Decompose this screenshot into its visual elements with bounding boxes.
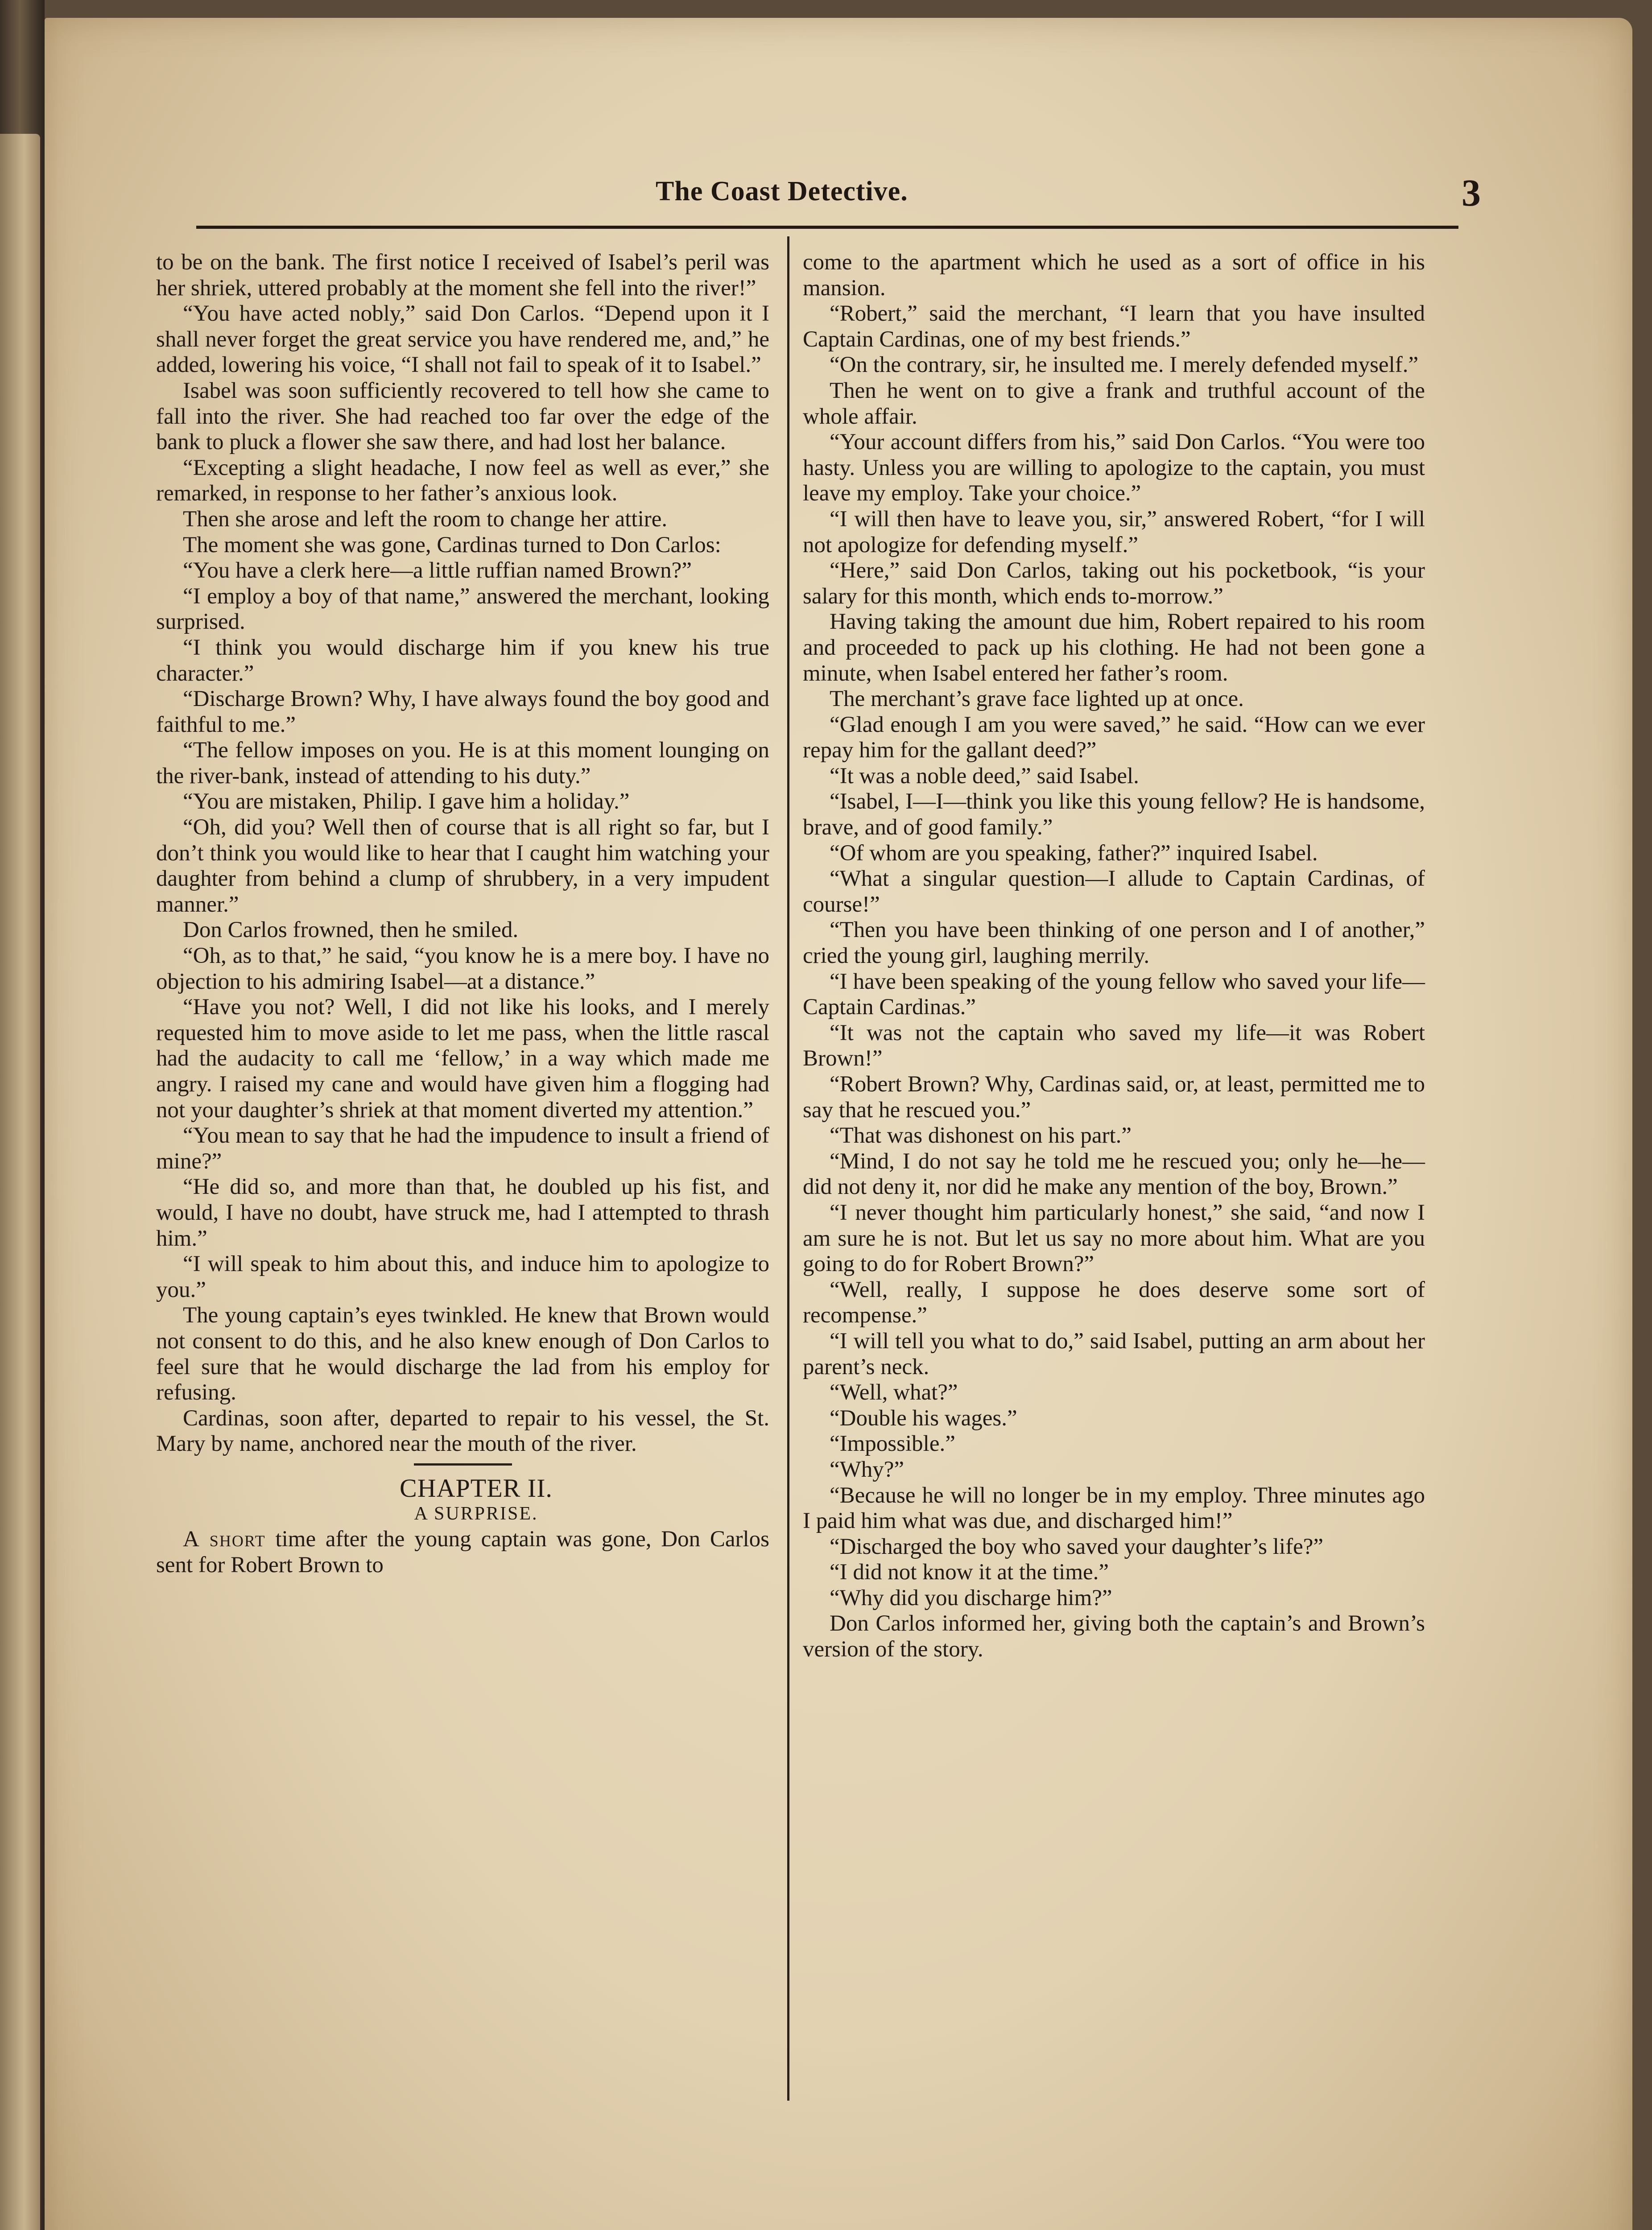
paragraph: “You have acted nobly,” said Don Carlos. “Depend upon it I shall never forget the great service you have rendered me, and,” he added, lowering his voice, “I shall not fail to speak of it to Isabel.” (156, 301, 769, 378)
paragraph: “Oh, did you? Well then of course that is all right so far, but I don’t think you would like to hear that I caught him watching your daughter from behind a clump of shrubbery, in a very impudent manner.” (156, 815, 769, 917)
paragraph: “Why did you discharge him?” (830, 1585, 1112, 1611)
paragraph: “Impossible.” (830, 1431, 955, 1457)
paragraph: “I employ a boy of that name,” answered the merchant, looking surprised. (156, 583, 769, 635)
paragraph: “Glad enough I am you were saved,” he said. “How can we ever repay him for the gallant deed?” (803, 712, 1425, 763)
paragraph: “Double his wages.” (830, 1405, 1017, 1431)
paragraph: Having taking the amount due him, Robert repaired to his room and proceeded to pack up his clothing. He had not been gone a minute, when Isabel entered her father’s room. (803, 609, 1425, 686)
paragraph: Don Carlos informed her, giving both the captain’s and Brown’s version of the story. (803, 1611, 1425, 1662)
paragraph: “I did not know it at the time.” (830, 1560, 1109, 1585)
paragraph: come to the apartment which he used as a sort of office in his mansion. (803, 250, 1425, 301)
paragraph: “Why?” (830, 1457, 904, 1482)
column-divider (787, 236, 789, 2101)
header-title: The Coast Detective. (656, 176, 908, 206)
paragraph: “You have a clerk here—a little ruffian named Brown?” (183, 558, 692, 583)
paragraph: “You mean to say that he had the impudence to insult a friend of mine?” (156, 1123, 769, 1174)
paragraph: “Well, what?” (830, 1380, 958, 1405)
paragraph: “What a singular question—I allude to Captain Cardinas, of course!” (803, 866, 1425, 917)
paragraph: “It was a noble deed,” said Isabel. (830, 763, 1139, 789)
facing-page-edge (0, 134, 40, 2230)
paragraph: Then she arose and left the room to change her attire. (183, 506, 668, 532)
opening-text: time after the young captain was gone, Don Carlos sent for Robert Brown to (156, 1527, 770, 1578)
paragraph: “The fellow imposes on you. He is at this moment lounging on the river-bank, instead of attending to his duty.” (156, 738, 769, 789)
paragraph: “Robert,” said the merchant, “I learn that you have insulted Captain Cardinas, one of my best friends.” (803, 301, 1425, 352)
opening-smallcaps: A short (183, 1527, 266, 1552)
paragraph: Don Carlos frowned, then he smiled. (183, 917, 519, 943)
running-header (147, 171, 1481, 227)
paragraph: Then he went on to give a frank and truthful account of the whole affair. (803, 378, 1425, 429)
paragraph: “He did so, and more than that, he doubled up his fist, and would, I have no doubt, have struck me, had I attempted to thrash him.” (156, 1174, 769, 1251)
paragraph: “It was not the captain who saved my life—it was Robert Brown!” (803, 1020, 1425, 1071)
paragraph: “Discharge Brown? Why, I have always found the boy good and faithful to me.” (156, 686, 769, 737)
paragraph: The moment she was gone, Cardinas turned to Don Carlos: (183, 532, 721, 558)
chapter-opening-paragraph (156, 1527, 769, 1578)
paragraph: “Well, really, I suppose he does deserve some sort of recompense.” (803, 1277, 1425, 1328)
paragraph: “Your account differs from his,” said Don Carlos. “You were too hasty. Unless you are willing to apologize to the captain, you must leave my employ. Take your choice.” (803, 429, 1425, 506)
paragraph: “You are mistaken, Philip. I gave him a holiday.” (183, 789, 630, 814)
paragraph: “Oh, as to that,” he said, “you know he is a mere boy. I have no objection to his admiring Isabel—at a distance.” (156, 943, 769, 994)
chapter-heading: CHAPTER II. (400, 1473, 553, 1503)
paragraph: “On the contrary, sir, he insulted me. I merely defended myself.” (830, 352, 1419, 378)
paragraph: “I will tell you what to do,” said Isabel, putting an arm about her parent’s neck. (803, 1328, 1425, 1379)
paragraph: “Because he will no longer be in my employ. Three minutes ago I paid him what was due, and discharged him!” (803, 1483, 1425, 1534)
right-column (803, 250, 1425, 1663)
paragraph: “Robert Brown? Why, Cardinas said, or, at least, permitted me to say that he rescued you.” (803, 1072, 1425, 1123)
paragraph: “I think you would discharge him if you knew his true character.” (156, 635, 769, 686)
chapter-subheading: A SURPRISE. (414, 1503, 538, 1524)
paragraph: “I will then have to leave you, sir,” answered Robert, “for I will not apologize for defending myself.” (803, 506, 1425, 558)
paragraph: to be on the bank. The first notice I received of Isabel’s peril was her shriek, uttered probably at the moment she fell into the river!” (156, 250, 769, 301)
paragraph: The young captain’s eyes twinkled. He knew that Brown would not consent to do this, and he also knew enough of Don Carlos to feel sure that he would discharge the lad from his employ for refusing. (156, 1303, 769, 1405)
paragraph: “I never thought him particularly honest,” she said, “and now I am sure he is not. But let us say no more about him. What are you going to do for Robert Brown?” (803, 1200, 1425, 1277)
paragraph: “Discharged the boy who saved your daughter’s life?” (830, 1534, 1324, 1559)
paragraph: The merchant’s grave face lighted up at once. (830, 686, 1244, 712)
paragraph: “I will speak to him about this, and induce him to apologize to you.” (156, 1251, 769, 1302)
paragraph: “That was dishonest on his part.” (830, 1123, 1132, 1148)
paragraph: “Here,” said Don Carlos, taking out his pocketbook, “is your salary for this month, which ends to-morrow.” (803, 558, 1425, 609)
paragraph: “Of whom are you speaking, father?” inquired Isabel. (830, 840, 1318, 866)
paragraph: “Mind, I do not say he told me he rescued you; only he—he—did not deny it, nor did he make any mention of the boy, Brown.” (803, 1148, 1425, 1200)
paragraph: “Isabel, I—I—think you like this young fellow? He is handsome, brave, and of good family.” (803, 789, 1425, 840)
paragraph: Isabel was soon sufficiently recovered to tell how she came to fall into the river. She had reached too far over the edge of the bank to pluck a flower she saw there, and had lost her balance. (156, 378, 769, 455)
paragraph: “Have you not? Well, I did not like his looks, and I merely requested him to move aside to let me pass, when the little rascal had the audacity to call me ‘fellow,’ in a way which made me angry. I raised my cane and would have given him a flogging had not your daughter’s shriek at that moment diverted my attention.” (156, 995, 769, 1123)
left-column (156, 250, 769, 1578)
paragraph: “Excepting a slight headache, I now feel as well as ever,” she remarked, in response to her father’s anxious look. (156, 455, 769, 506)
paragraph: “I have been speaking of the young fellow who saved your life—Captain Cardinas.” (803, 969, 1425, 1020)
page-number: 3 (1462, 171, 1481, 214)
paragraph: Cardinas, soon after, departed to repair to his vessel, the St. Mary by name, anchored near the mouth of the river. (156, 1405, 769, 1457)
paragraph: “Then you have been thinking of one person and I of another,” cried the young girl, laughing merrily. (803, 917, 1425, 969)
chapter-rule (414, 1463, 512, 1466)
header-rule (196, 226, 1458, 229)
